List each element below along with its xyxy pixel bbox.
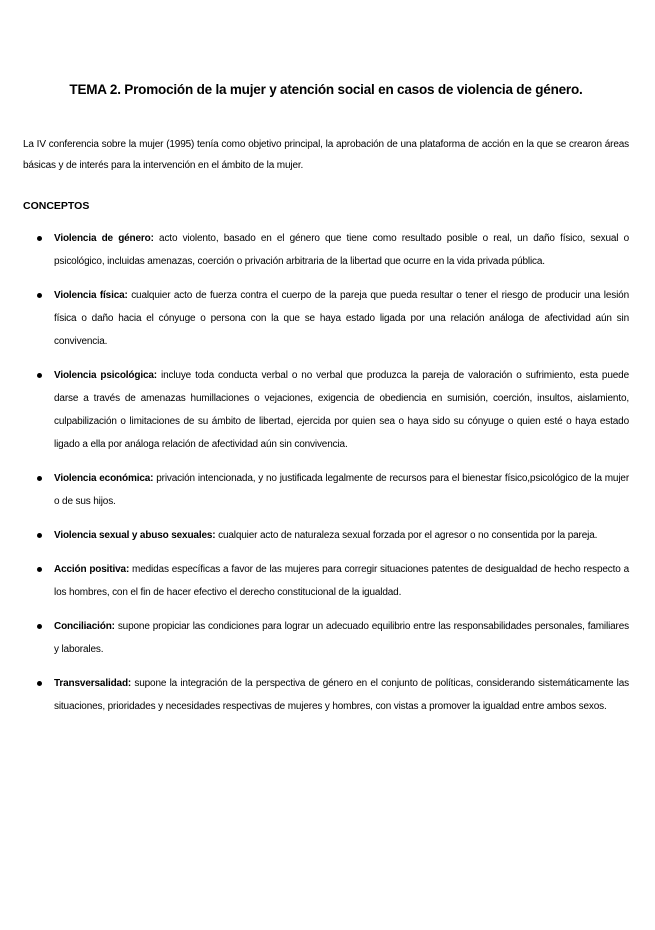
concept-definition: supone la integración de la perspectiva de género en el conjunto de políticas, considerando sistemáticamente las situaciones, prioridades y necesidades respectivas de mujeres y hombres, con vistas a promover la igualdad entre ambos sexos. — [54, 678, 629, 712]
concepts-list — [23, 227, 629, 718]
bullet-icon — [37, 624, 42, 629]
concept-term: Violencia de género: — [54, 233, 154, 244]
concept-definition: acto violento, basado en el género que tiene como resultado posible o real, un daño físico, sexual o psicológico, incluidas amenazas, coerción o privación arbitraria de la libertad que ocurre en la vida privada pública. — [54, 233, 629, 267]
concept-violencia-psicologica — [23, 364, 629, 456]
page-title: TEMA 2. Promoción de la mujer y atención social en casos de violencia de género. — [69, 82, 583, 97]
concept-term: Violencia física: — [54, 290, 128, 301]
concept-accion-positiva — [23, 558, 629, 604]
concept-definition: supone propiciar las condiciones para lograr un adecuado equilibrio entre las responsabilidades personales, familiares y laborales. — [54, 621, 629, 655]
bullet-icon — [37, 681, 42, 686]
concept-definition: cualquier acto de naturaleza sexual forzada por el agresor o no consentida por la pareja. — [215, 530, 598, 541]
concept-term: Violencia económica: — [54, 473, 154, 484]
bullet-icon — [37, 373, 42, 378]
concept-transversalidad — [23, 672, 629, 718]
bullet-icon — [37, 236, 42, 241]
concept-term: Violencia psicológica: — [54, 370, 157, 381]
concept-definition: privación intencionada, y no justificada legalmente de recursos para el bienestar físico,psicológico de la mujer o de sus hijos. — [54, 473, 629, 507]
concept-term: Conciliación: — [54, 621, 115, 632]
bullet-icon — [37, 533, 42, 538]
concept-definition: incluye toda conducta verbal o no verbal que produzca la pareja de valoración o sufrimiento, esta puede darse a través de amenazas humillaciones o vejaciones, exigencia de obediencia en sumisión, coerción, insultos, aislamiento, culpabilización o limitaciones de su ámbito de libertad, ejercida por quien sea o haya sido su cónyuge o quien esté o haya estado ligado a ella por análoga relación de afectividad aún sin convivencia. — [54, 370, 629, 450]
concept-term: Transversalidad: — [54, 678, 132, 689]
document-page — [0, 82, 655, 930]
intro-paragraph: La IV conferencia sobre la mujer (1995) tenía como objetivo principal, la aprobación de una plataforma de acción en la que se crearon áreas básicas y de interés para la intervención en el ámbito de la mujer. — [23, 139, 629, 171]
bullet-icon — [37, 293, 42, 298]
concept-violencia-economica — [23, 467, 629, 513]
concept-term: Violencia sexual y abuso sexuales: — [54, 530, 216, 541]
concept-violencia-fisica — [23, 284, 629, 353]
bullet-icon — [37, 567, 42, 572]
concept-violencia-sexual — [23, 524, 629, 547]
concept-violencia-de-genero — [23, 227, 629, 273]
bullet-icon — [37, 476, 42, 481]
concept-conciliacion — [23, 615, 629, 661]
concept-term: Acción positiva: — [54, 564, 130, 575]
concept-definition: cualquier acto de fuerza contra el cuerpo de la pareja que pueda resultar o tener el riesgo de producir una lesión física o daño hacia el cónyuge o persona con la que se haya estado ligada por una relación análoga de afectividad aún sin convivencia. — [54, 290, 630, 347]
section-heading-conceptos: CONCEPTOS — [23, 200, 90, 212]
concept-definition: medidas específicas a favor de las mujeres para corregir situaciones patentes de desigualdad de hecho respecto a los hombres, con el fin de hacer efectivo el derecho constitucional de la igualdad. — [54, 564, 629, 598]
